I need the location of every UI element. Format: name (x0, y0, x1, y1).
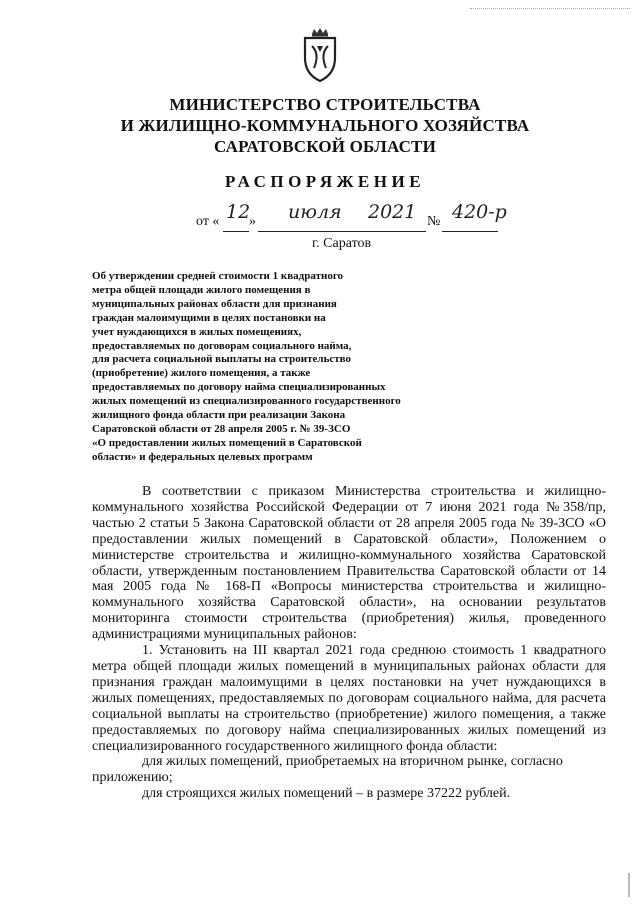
scan-artifact (470, 8, 630, 13)
order-title: РАСПОРЯЖЕНИЕ (224, 172, 426, 191)
body-paragraph-preamble: В соответствии с приказом Министерства строительства и жилищно-коммунального хозяйства Российской Федерации от 7 июня 2021 года №358/пр, частью 2 статьи 5 Закона Саратовской области от 28 апреля 2005 года № 39-ЗСО «О предоставлении жилых помещений в Саратовской области», Положением о министерстве строительства и жилищно-коммунального хозяйства Саратовской области, утвержденным постановлением Правительства Саратовской области от 14 мая 2005 года № 168-П «Вопросы министерства строительства и жилищно-коммунального хозяйства Саратовской области», на основании результатов мониторинга стоимости строительства (приобретения) жилья, проведенного администрациями муниципальных районов: (92, 484, 606, 643)
number-prefix: № (427, 214, 441, 229)
coat-of-arms-icon (300, 28, 340, 82)
subject-line: предоставляемых по договору найма специализированных (92, 381, 386, 394)
order-body (92, 484, 606, 802)
subject-line: метра общей площади жилого помещения в (92, 283, 311, 296)
date-day-underline (223, 231, 249, 232)
ministry-line-2: И ЖИЛИЩНО-КОММУНАЛЬНОГО ХОЗЯЙСТВА (120, 116, 530, 135)
order-number-handwritten: 420-р (452, 201, 507, 223)
body-paragraph-new-construction: для строящихся жилых помещений – в размере 37222 рублей. (142, 786, 511, 802)
subject-line: «О предоставлении жилых помещений в Саратовской (92, 436, 362, 449)
subject-line: предоставляемых по договорам социального найма, (92, 339, 352, 352)
number-underline (442, 231, 498, 232)
ministry-line-3: САРАТОВСКОЙ ОБЛАСТИ (213, 137, 437, 156)
subject-line: Саратовской области от 28 апреля 2005 г. № 39-ЗСО (92, 422, 351, 435)
date-close-quote: » (249, 214, 256, 229)
date-month-year-underline (258, 231, 426, 232)
subject-line: области» и федеральных целевых программ (92, 450, 313, 463)
ministry-name (100, 94, 550, 157)
date-day-handwritten: 12 (226, 201, 251, 223)
date-prefix: от « (196, 214, 220, 229)
body-paragraph-secondary-market: для жилых помещений, приобретаемых на вторичном рынке, согласно приложению; (92, 754, 563, 786)
subject-line: Об утверждении средней стоимости 1 квадратного (92, 270, 344, 282)
subject-line: (приобретение) жилого помещения, а также (92, 367, 311, 380)
order-date-number-line (196, 201, 536, 235)
date-month-handwritten: июля (288, 201, 342, 223)
subject-line: жилищного фонда области при реализации Закона (92, 409, 346, 422)
subject-line: муниципальных районах области для признания (92, 297, 337, 310)
date-year-handwritten: 2021 (368, 201, 417, 223)
order-subject (92, 270, 487, 465)
subject-line: жилых помещений из специализированного государственного (92, 395, 401, 408)
subject-line: учет нуждающихся в жилых помещениях, (92, 325, 302, 338)
scan-artifact (628, 873, 630, 897)
ministry-line-1: МИНИСТЕРСТВО СТРОИТЕЛЬСТВА (169, 95, 481, 114)
city: г. Саратов (312, 236, 372, 251)
body-paragraph-item-1: 1. Установить на III квартал 2021 года среднюю стоимость 1 квадратного метра общей площади жилых помещений в муниципальных районах области для признания граждан малоимущими в целях постановки на учет нуждающихся в жилых помещениях, предоставляемых по договорам социального найма, для расчета социальной выплаты на строительство (приобретение) жилого помещения, а также предоставляемых по договору найма специализированных жилых помещений из специализированного государственного жилищного фонда области: (92, 643, 606, 754)
subject-line: граждан малоимущими в целях постановки на (92, 311, 326, 324)
subject-line: для расчета социальной выплаты на строительство (92, 353, 352, 366)
